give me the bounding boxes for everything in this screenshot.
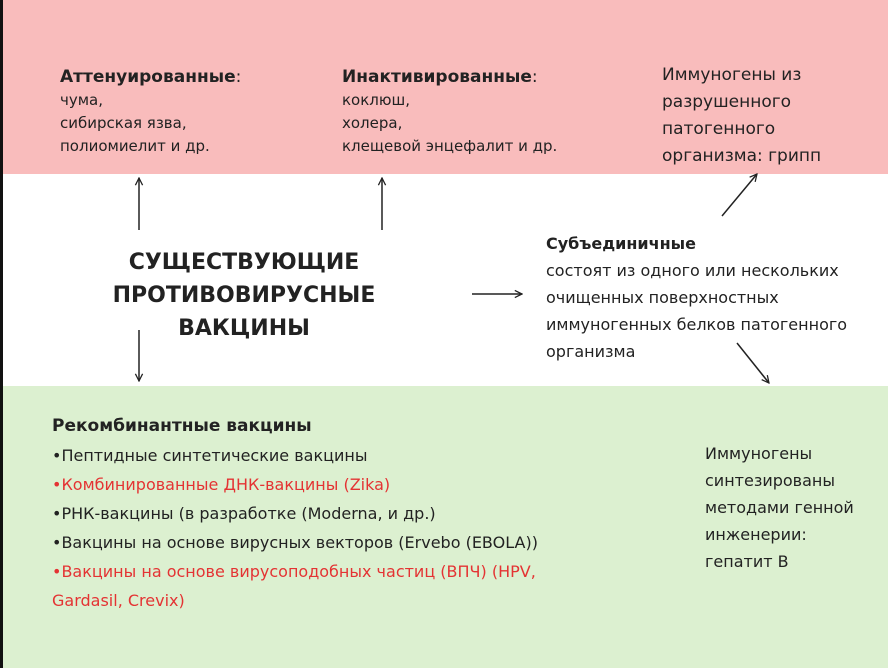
subunit-line-1: состоят из одного или нескольких <box>546 261 839 280</box>
arrow-up-right-to-immunogens-destroyed <box>722 174 757 216</box>
immunogens-synthesized-line-3: методами генной <box>705 498 854 517</box>
recombinant-item-3: •РНК-вакцины (в разработке (Moderna, и др.) <box>52 504 436 523</box>
attenuated-line-3: полиомиелит и др. <box>60 137 210 155</box>
recombinant-item-1: •Пептидные синтетические вакцины <box>52 446 368 465</box>
attenuated-line-1: чума, <box>60 91 104 109</box>
inactivated-line-3: клещевой энцефалит и др. <box>342 137 558 155</box>
subunit-line-3: иммуногенных белков патогенного <box>546 315 848 334</box>
recombinant-item-4: •Вакцины на основе вирусных векторов (Ervebo (EBOLA)) <box>52 533 538 552</box>
immunogens-destroyed-line-4: организма: грипп <box>662 146 822 166</box>
recombinant-item-5-continued: Gardasil, Crevix) <box>52 591 185 610</box>
attenuated-heading-colon: : <box>235 67 242 87</box>
immunogens-synthesized-line-1: Иммуногены <box>705 444 813 463</box>
immunogens-destroyed-line-2: разрушенного <box>662 92 792 112</box>
recombinant-item-5: •Вакцины на основе вирусоподобных частиц (ВПЧ) (HPV, <box>52 562 536 581</box>
subunit-line-2: очищенных поверхностных <box>546 288 779 307</box>
attenuated-line-2: сибирская язва, <box>60 114 187 132</box>
inactivated-line-1: коклюш, <box>342 91 411 109</box>
immunogens-synthesized-line-2: синтезированы <box>705 471 835 490</box>
inactivated-heading-colon: : <box>531 67 538 87</box>
immunogens-synthesized-line-4: инженерии: <box>705 525 807 544</box>
main-title-line-2: ПРОТИВОВИРУСНЫЕ ВАКЦИНЫ <box>112 283 376 341</box>
subunit-heading: Субъединичные <box>546 234 696 253</box>
recombinant-heading: Рекомбинантные вакцины <box>52 416 312 436</box>
recombinant-item-2: •Комбинированные ДНК-вакцины (Zika) <box>52 475 391 494</box>
immunogens-destroyed-line-3: патогенного <box>662 119 776 139</box>
attenuated-heading: Аттенуированные <box>60 67 236 87</box>
inactivated-line-2: холера, <box>342 114 403 132</box>
subunit-line-4: организма <box>546 342 636 361</box>
immunogens-synthesized-line-5: гепатит В <box>705 552 789 571</box>
main-title-line-1: СУЩЕСТВУЮЩИЕ <box>128 250 360 275</box>
inactivated-heading: Инактивированные <box>342 67 532 87</box>
immunogens-destroyed-line-1: Иммуногены из <box>662 65 802 85</box>
arrow-down-right-to-immunogens-synthesized <box>737 343 769 383</box>
